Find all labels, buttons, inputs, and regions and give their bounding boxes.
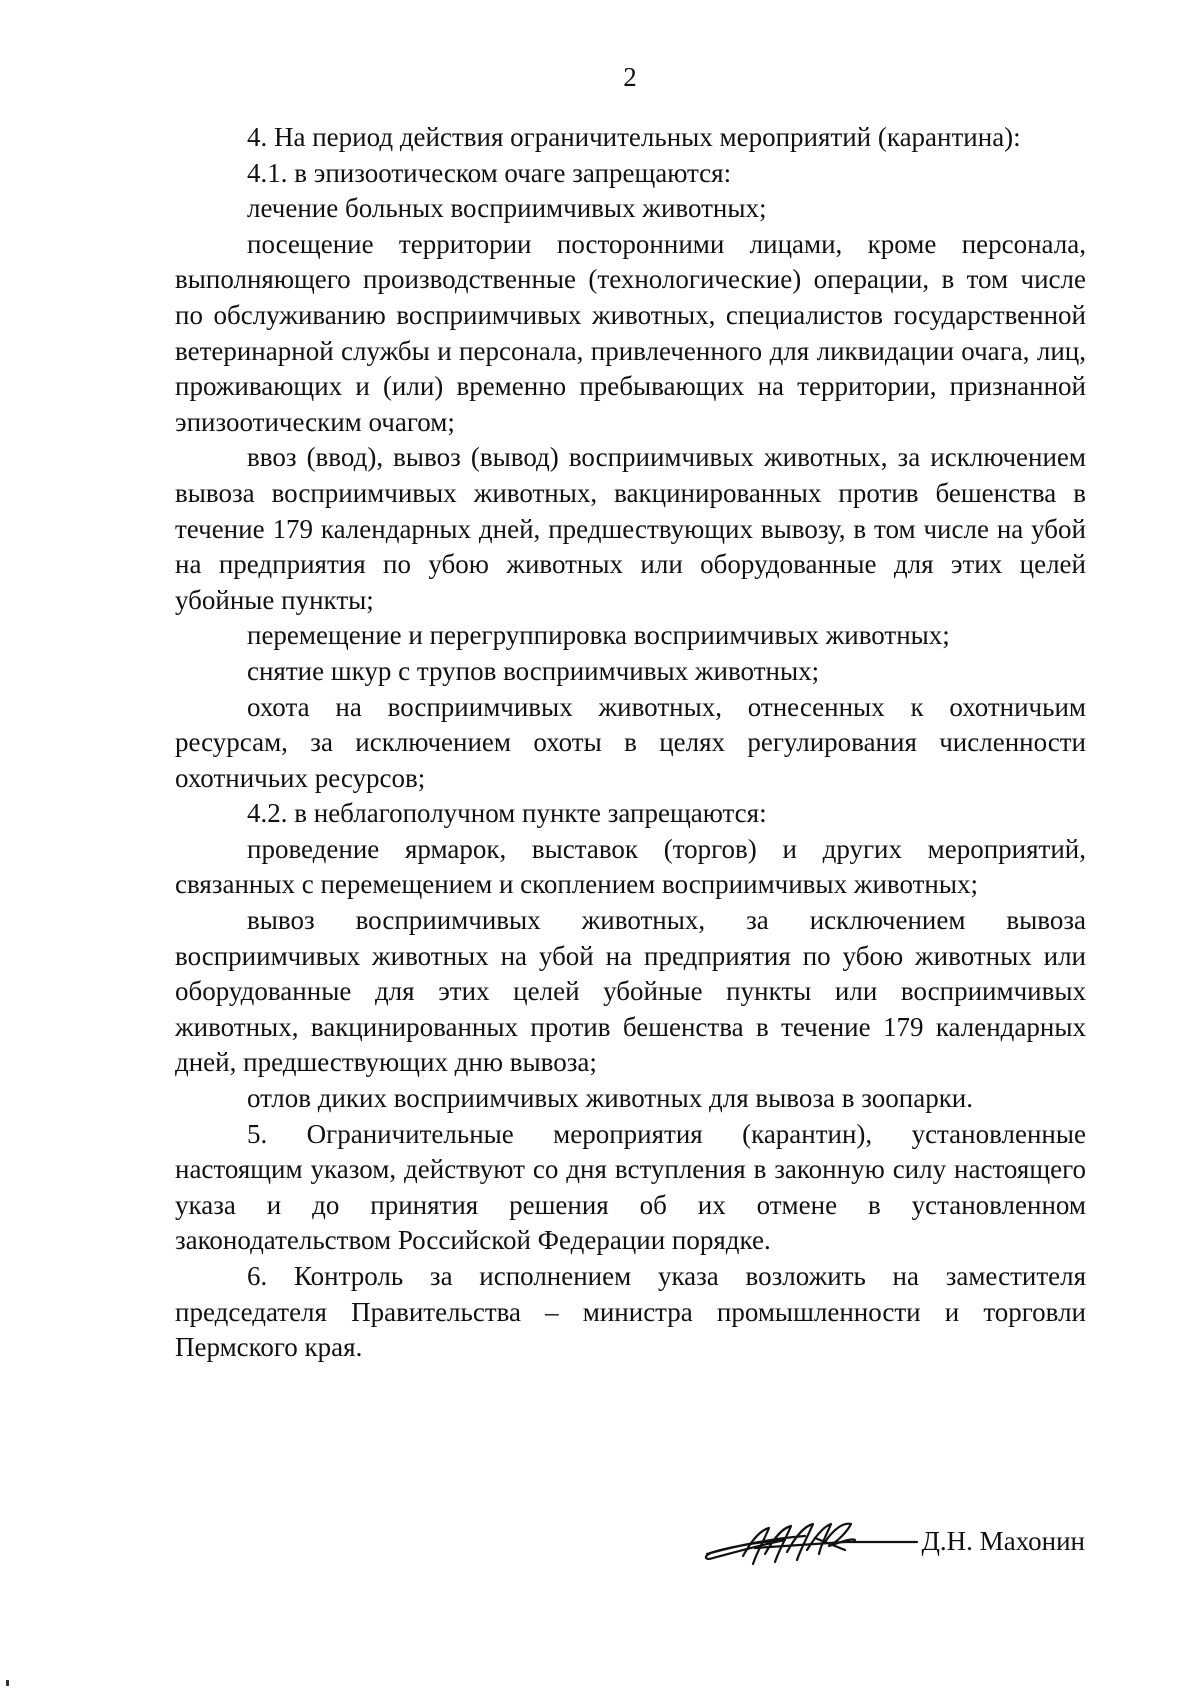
list-item: проведение ярмарок, выставок (торгов) и других мероприятий, связанных с перемещением и скоплением восприимчивых животных; [175, 833, 1086, 900]
list-item: посещение территории посторонними лицами, кроме персонала, выполняющего производственные (технологические) операции, в том числе по обслуживанию восприимчивых животных, специалистов государственной ветеринарной службы и персонала, привлеченного для ликвидации очага, лиц, проживающих и (или) временно пребывающих на территории, признанной эпизоотическим очагом; [175, 228, 1086, 437]
handwritten-signature-icon [695, 1508, 925, 1578]
list-item: охота на восприимчивых животных, отнесенных к охотничьим ресурсам, за исключением охоты в целях регулирования численности охотничьих ресурсов; [175, 691, 1086, 793]
signature-block [695, 1508, 1095, 1578]
paragraph-4-2: 4.2. в неблагополучном пункте запрещаются: [247, 798, 767, 829]
scan-artifact [6, 1680, 9, 1686]
list-item: снятие шкур с трупов восприимчивых животных; [247, 655, 820, 686]
list-item: ввоз (ввод), вывоз (вывод) восприимчивых животных, за исключением вывоза восприимчивых животных, вакцинированных против бешенства в течение 179 календарных дней, предшествующих вывозу, в том числе на убой на предприятия по убою животных или оборудованные для этих целей убойные пункты; [175, 442, 1086, 615]
page-number: 2 [623, 62, 637, 92]
paragraph-6: 6. Контроль за исполнением указа возложить на заместителя председателя Правительства – министра промышленности и торговли Пермского края. [175, 1261, 1086, 1363]
list-item: отлов диких восприимчивых животных для вывоза в зоопарки. [247, 1083, 974, 1114]
decree-body [175, 120, 1086, 1366]
list-item: вывоз восприимчивых животных, за исключением вывоза восприимчивых животных на убой на предприятия по убою животных или оборудованные для этих целей убойные пункты или восприимчивых животных, вакцинированных против бешенства в течение 179 календарных дней, предшествующих дню вывоза; [175, 905, 1086, 1078]
paragraph-5: 5. Ограничительные мероприятия (карантин), установленные настоящим указом, действуют со дня вступления в законную силу настоящего указа и до принятия решения об их отмене в установленном законодательством Российской Федерации порядке. [175, 1118, 1086, 1256]
signatory-name: Д.Н. Махонин [921, 1526, 1085, 1556]
paragraph-4: 4. На период действия ограничительных мероприятий (карантина): [247, 122, 1021, 152]
list-item: лечение больных восприимчивых животных; [247, 193, 767, 224]
paragraph-4-1: 4.1. в эпизоотическом очаге запрещаются: [247, 157, 732, 188]
list-item: перемещение и перегруппировка восприимчивых животных; [247, 620, 950, 651]
